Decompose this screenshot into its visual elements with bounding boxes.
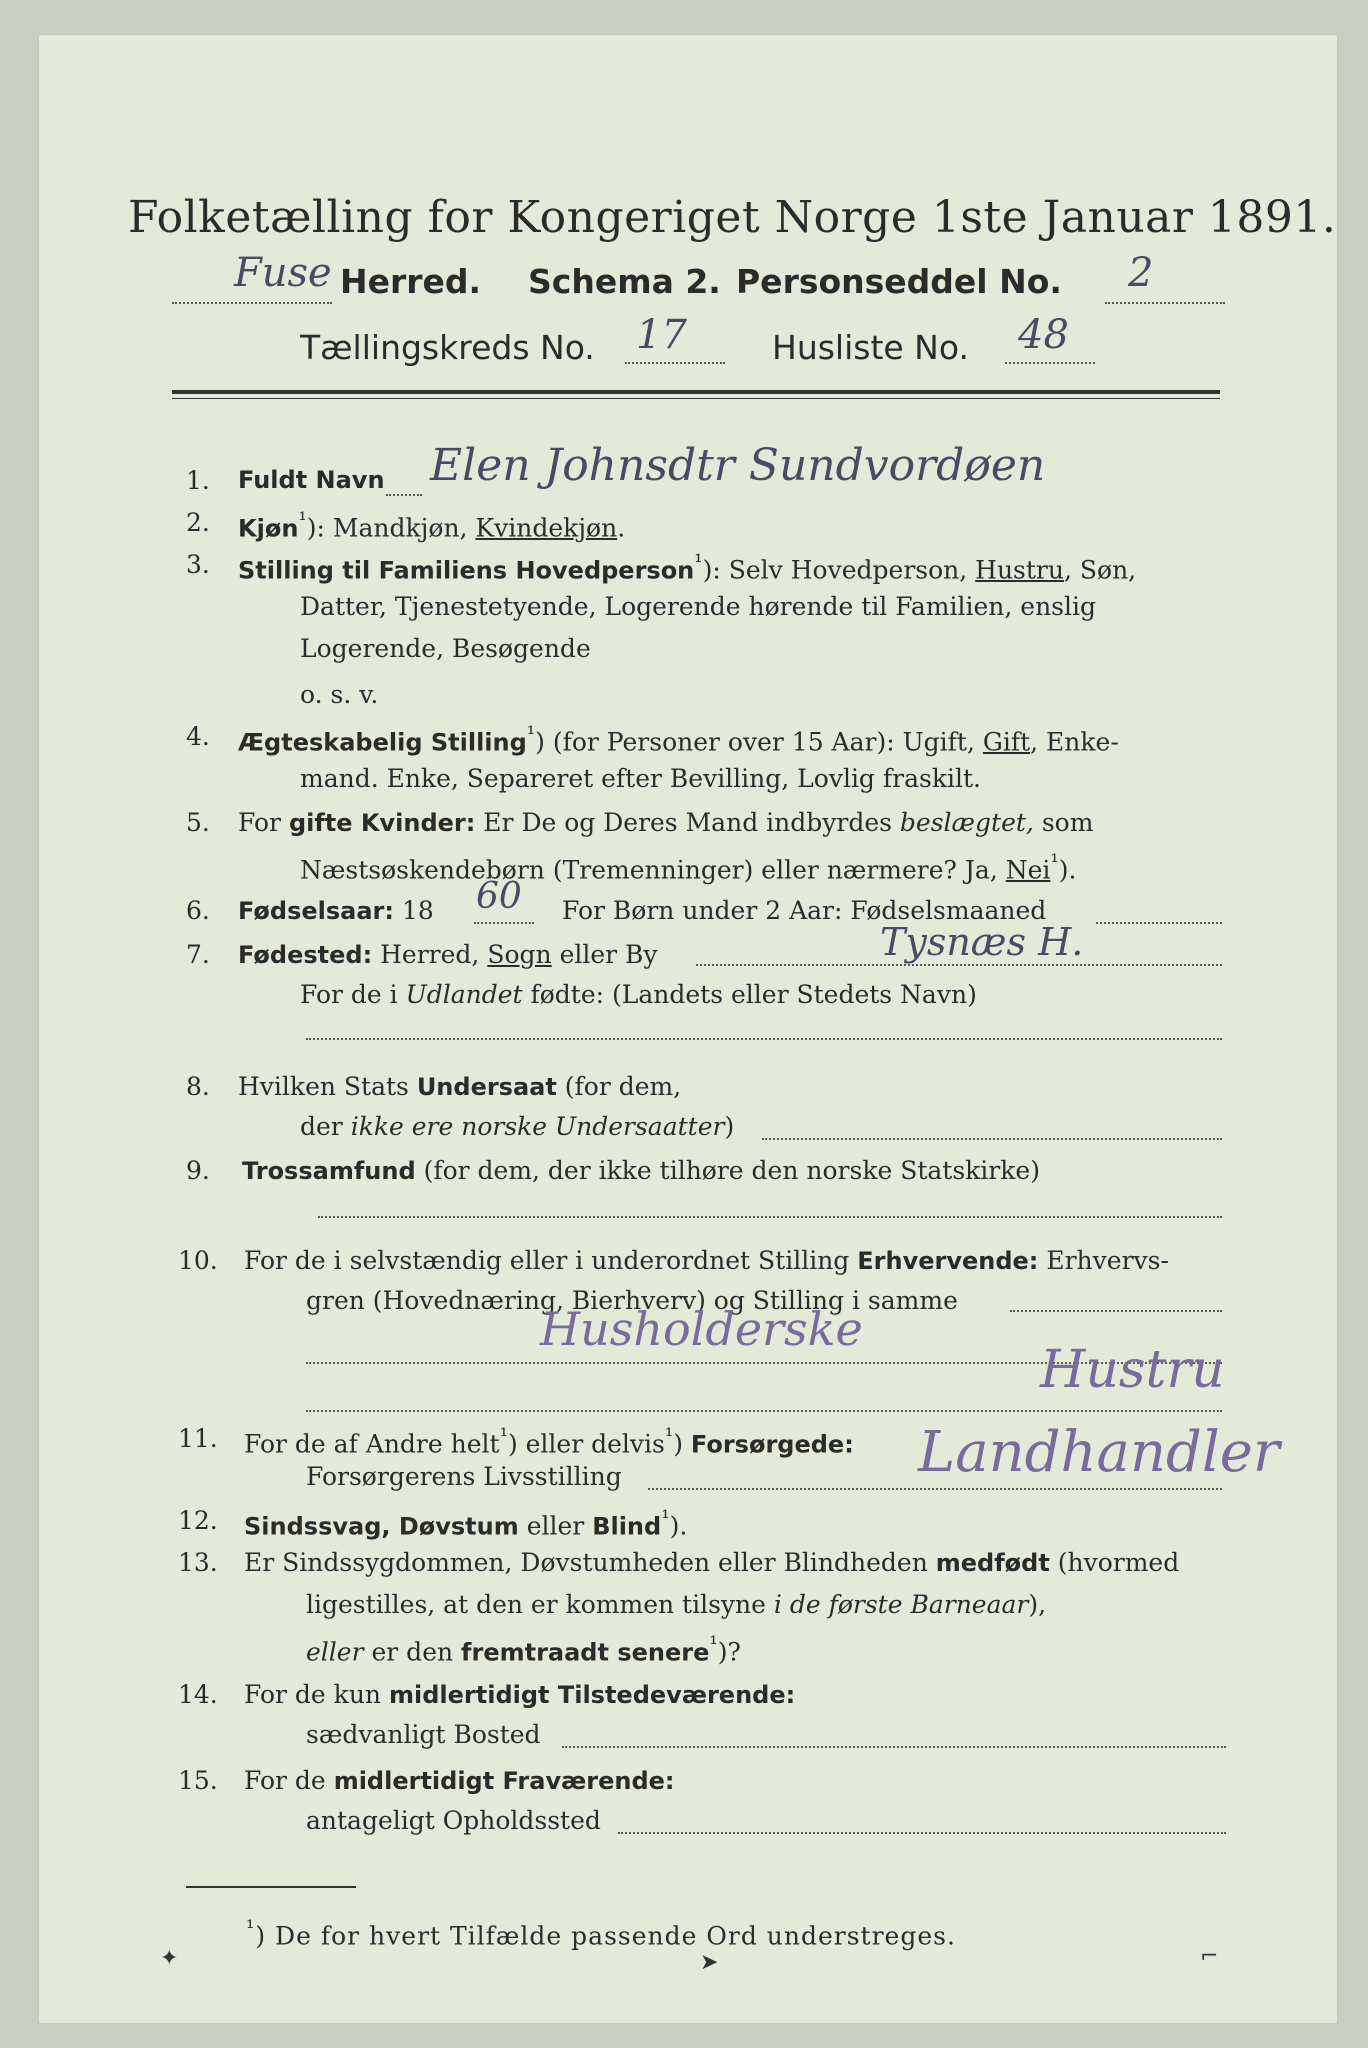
husliste-value: 48 [1018,312,1069,358]
registration-mark-icon: ➤ [700,1950,719,1975]
registration-mark-icon: ⌐ [1200,1944,1219,1969]
foreign-birthplace-line: For de i Udlandet fødte: (Landets eller Stedets Navn) [300,980,977,1009]
family-position-line-4: o. s. v. [300,680,379,709]
personseddel-dotted-line [1105,302,1225,304]
disability-line: Sindssvag, Døvstum eller Blind$^{^1}$). [244,1506,688,1541]
disability-onset-line-3: eller er den fremtraadt senere$^{^1}$)? [306,1632,741,1667]
dotted-line [762,1138,1222,1140]
birthplace-selected-option: Sogn [487,940,552,969]
item-number: 4. [186,722,210,751]
disability-onset-line: Er Sindssygdommen, Døvstumheden eller Blindheden medfødt (hvormed [244,1548,1180,1577]
item-number: 9. [186,1156,210,1185]
family-position-line-2: Datter, Tjenestetyende, Logerende hørende til Familien, enslig [300,592,1097,621]
personseddel-value: 2 [1128,250,1154,296]
temporary-absent-line: For de midlertidigt Fraværende: [244,1766,675,1795]
item-number: 14. [178,1680,218,1709]
footnote-rule [186,1886,356,1888]
probable-residence-label: antageligt Opholdssted [306,1806,601,1835]
birth-year-value: 60 [476,876,522,917]
sex-selected-option: Kvindekjøn [475,513,618,543]
item-number: 8. [186,1072,210,1101]
dotted-line [318,1216,1222,1218]
dotted-line [1010,1310,1222,1312]
full-name-label: Fuldt Navn [238,466,385,494]
kinship-selected-option: Nei [1005,855,1051,885]
taellingskreds-dotted-line [625,362,725,364]
herred-dotted-line [172,302,332,304]
taellingskreds-label: Tællingskreds No. [300,328,595,367]
header-rule-thick [172,390,1220,394]
disability-onset-line-2: ligestilles, at den er kommen tilsyne i de første Barneaar), [306,1590,1047,1619]
item-number: 15. [178,1766,218,1795]
dotted-line [474,922,534,924]
item-number: 10. [178,1246,218,1275]
form-title: Folketælling for Kongeriget Norge 1ste Januar 1891. [128,192,1337,243]
husliste-label: Husliste No. [772,328,969,367]
dotted-line [648,1488,1222,1490]
item-number: 13. [178,1548,218,1577]
husliste-dotted-line [1005,362,1095,364]
dotted-line [386,494,422,496]
family-position-line-3: Logerende, Besøgende [300,634,591,663]
full-name-value: Elen Johnsdtr Sundvordøen [430,440,1046,491]
taellingskreds-value: 17 [636,312,687,358]
married-women-line-2: Næstsøskendebørn (Tremenninger) eller nærmere? Ja, Nei$^{^1}$). [300,850,1077,885]
birth-month-label: For Børn under 2 Aar: Fødselsmaaned [562,896,1047,925]
schema-label: Schema 2. [528,262,721,301]
census-form-sheet [38,34,1338,2024]
item-number: 2. [186,508,210,537]
dotted-line [618,1832,1226,1834]
item-number: 3. [186,550,210,579]
herred-label: Herred. [340,262,482,301]
supported-line: For de af Andre helt$^{^1}$) eller delvis$^{^1}$) Forsørgede: [244,1424,854,1459]
marital-status-line: Ægteskabelig Stilling$^{^1}$) (for Personer over 15 Aar): Ugift, Gift, Enke- [238,722,1119,757]
married-women-line: For gifte Kvinder: Er De og Deres Mand indbyrdes beslægtet, som [238,808,1094,837]
occupation-line: For de i selvstændig eller i underordnet Stilling Erhvervende: Erhvervs- [244,1246,1169,1275]
personseddel-label: Personseddel No. [736,262,1062,301]
dotted-line [696,964,1222,966]
citizenship-line-2: der ikke ere norske Undersaatter) [300,1112,735,1141]
item-number: 5. [186,808,210,837]
usual-residence-label: sædvanligt Bosted [306,1720,541,1749]
dotted-line [306,1410,1222,1412]
family-position-line: Stilling til Familiens Hovedperson$^{^1}$): Selv Hovedperson, Hustru, Søn, [238,550,1137,585]
item-number: 7. [186,940,210,969]
religion-line: Trossamfund (for dem, der ikke tilhøre den norske Statskirke) [242,1156,1040,1185]
marital-status-line-2: mand. Enke, Separeret efter Bevilling, Lovlig fraskilt. [300,764,981,793]
registration-mark-icon: ✦ [160,1946,179,1971]
occupation-position-value: Hustru [1040,1340,1225,1400]
dotted-line [1096,922,1222,924]
birthplace-line: Fødested: Herred, Sogn eller By [238,940,658,969]
supporter-occupation-label: Forsørgerens Livsstilling [306,1462,622,1491]
occupation-line-2: gren (Hovednæring, Bierhverv) og Stilling i samme [306,1286,958,1315]
temporary-present-line: For de kun midlertidigt Tilstedeværende: [244,1680,796,1709]
birthplace-value: Tysnæs H. [880,920,1084,964]
item-number: 12. [178,1506,218,1535]
occupation-value: Husholderske [540,1302,863,1356]
header-rule-thin [172,398,1220,399]
birth-year-line: Fødselsaar: 18 [238,896,434,925]
item-number: 1. [186,466,210,495]
family-position-selected-option: Hustru [975,555,1064,585]
supporter-occupation-value: Landhandler [918,1420,1280,1485]
sex-line: Kjøn$^{^1}$): Mandkjøn, Kvindekjøn. [238,508,626,543]
citizenship-line: Hvilken Stats Undersaat (for dem, [238,1072,682,1101]
item-number: 11. [178,1424,218,1453]
item-number: 6. [186,896,210,925]
marital-status-selected-option: Gift [982,727,1031,757]
dotted-line [306,1038,1222,1040]
footnote: $^{^1}$) De for hvert Tilfælde passende Ord understreges. [246,1916,956,1951]
herred-value: Fuse [234,250,332,296]
dotted-line [562,1746,1226,1748]
